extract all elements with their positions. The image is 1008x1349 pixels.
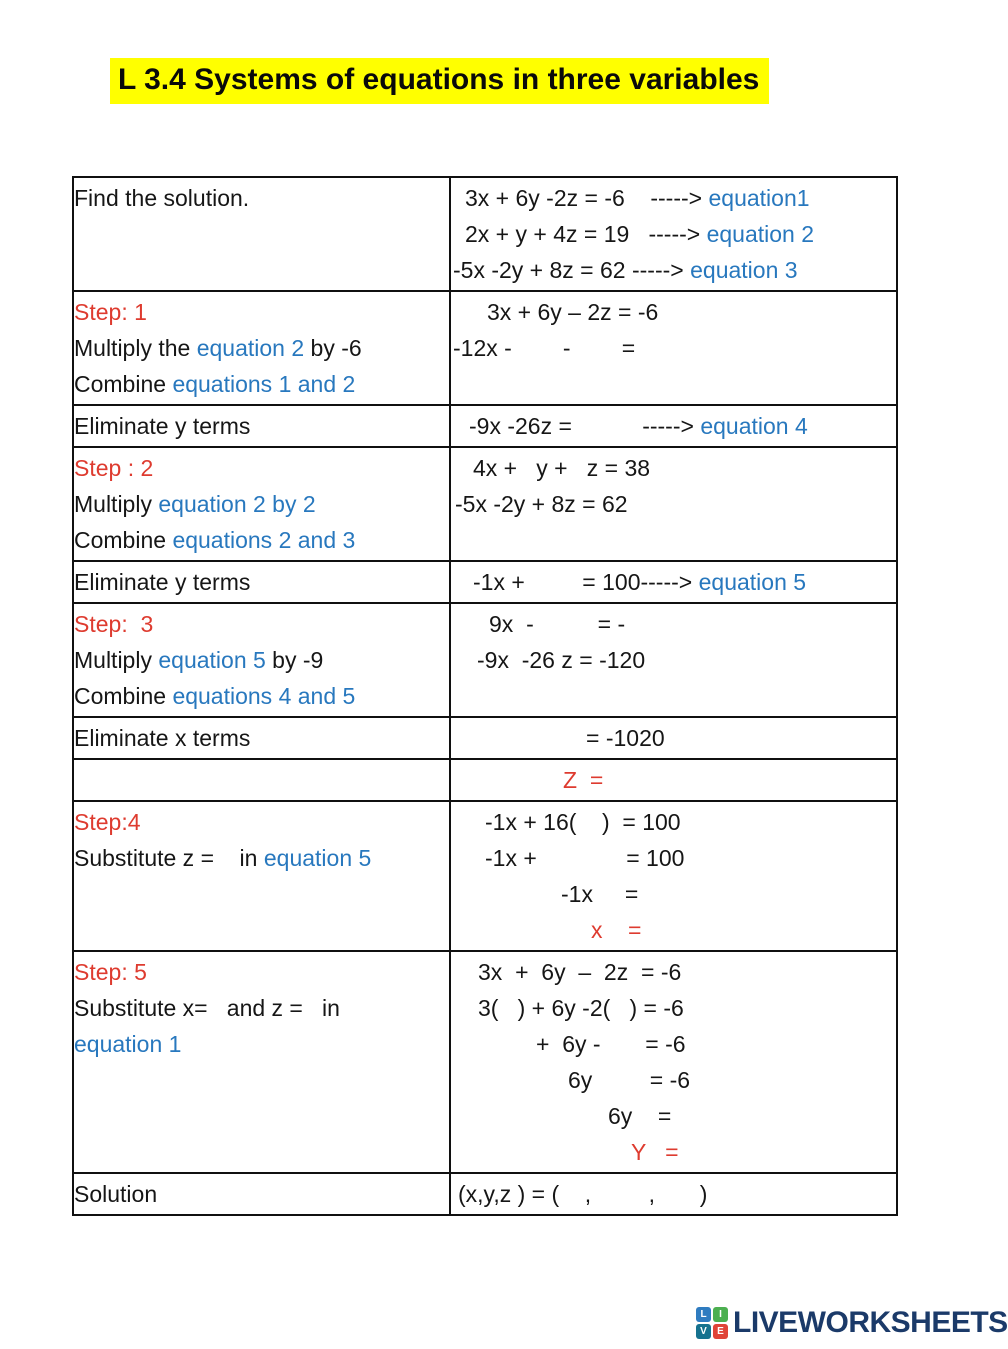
page-title-wrap	[110, 58, 1000, 104]
text-line	[451, 876, 892, 912]
text-segment: Eliminate y terms	[74, 569, 251, 595]
text-segment: 6y =	[608, 1103, 672, 1129]
right-cell	[450, 447, 897, 561]
text-line	[74, 954, 445, 990]
table-row-solution	[73, 1173, 897, 1215]
text-line	[74, 642, 445, 678]
brand-footer	[696, 1306, 1008, 1340]
liveworksheets-logo-icon	[696, 1307, 728, 1339]
text-line	[74, 450, 445, 486]
logo-tile-l: L	[696, 1307, 711, 1322]
left-cell	[73, 759, 450, 801]
text-segment: -9x -26z = ----->	[469, 413, 701, 439]
text-segment: -12x - - =	[453, 335, 636, 361]
logo-tile-v: V	[696, 1324, 711, 1339]
equation-reference: equation 5	[263, 845, 372, 871]
text-segment: Step : 2	[74, 455, 154, 481]
text-line	[451, 840, 892, 876]
text-line	[74, 564, 445, 600]
text-segment: 3x + 6y – 2z = -6	[478, 959, 682, 985]
text-line	[451, 642, 892, 678]
left-cell	[73, 561, 450, 603]
page-title: L 3.4 Systems of equations in three variables	[110, 58, 769, 104]
text-segment: -9x -26 z = -120	[477, 647, 646, 673]
text-line	[74, 804, 445, 840]
text-segment: Multiply the	[74, 335, 197, 361]
text-segment: 4x + y + z = 38	[473, 455, 651, 481]
text-segment: by -9	[265, 647, 324, 673]
text-segment: 3x + 6y -2z = -6 ----->	[465, 185, 709, 211]
text-segment: Combine	[74, 371, 173, 397]
text-line	[451, 990, 892, 1026]
table-row-eliminate-x-terms	[73, 717, 897, 759]
right-cell	[450, 801, 897, 951]
text-segment: Solution	[74, 1181, 158, 1207]
text-segment: 9x - = -	[489, 611, 626, 637]
left-cell	[73, 717, 450, 759]
text-line	[74, 366, 445, 402]
right-cell	[450, 603, 897, 717]
text-line	[74, 678, 445, 714]
text-line	[451, 1134, 892, 1170]
table-row-find-the-solution	[73, 177, 897, 291]
table-row-eliminate-y-terms-1	[73, 405, 897, 447]
text-line	[451, 564, 892, 600]
text-line	[451, 330, 892, 366]
text-segment: Find the solution.	[74, 185, 250, 211]
text-segment: + 6y - = -6	[536, 1031, 686, 1057]
text-segment: -1x + = 100----->	[473, 569, 699, 595]
right-cell	[450, 177, 897, 291]
text-line	[74, 1026, 445, 1062]
text-line	[451, 1098, 892, 1134]
table-row-step-1	[73, 291, 897, 405]
text-line	[74, 840, 445, 876]
text-segment: Combine	[74, 683, 173, 709]
text-segment: Step: 3	[74, 611, 154, 637]
text-line	[451, 912, 892, 948]
right-cell	[450, 717, 897, 759]
brand-name: LIVEWORKSHEETS	[733, 1306, 1008, 1339]
text-line	[451, 408, 892, 444]
right-cell	[450, 951, 897, 1173]
right-cell	[450, 759, 897, 801]
text-segment: Substitute x= and z = in	[74, 995, 340, 1021]
text-line	[451, 486, 892, 522]
right-cell	[450, 405, 897, 447]
text-segment: x =	[591, 917, 642, 943]
right-cell	[450, 291, 897, 405]
text-segment: by -6	[304, 335, 362, 361]
right-cell	[450, 561, 897, 603]
text-segment: Step: 5	[74, 959, 147, 985]
text-line	[451, 216, 892, 252]
table-row-step-5	[73, 951, 897, 1173]
text-line	[74, 1176, 445, 1212]
text-line	[74, 486, 445, 522]
text-segment: (x,y,z ) = ( , , )	[458, 1181, 708, 1207]
left-cell	[73, 177, 450, 291]
text-segment: 3( ) + 6y -2( ) = -6	[478, 995, 684, 1021]
right-cell	[450, 1173, 897, 1215]
logo-tile-i: I	[713, 1307, 728, 1322]
worksheet-table	[72, 176, 898, 1216]
text-line	[451, 1026, 892, 1062]
left-cell	[73, 447, 450, 561]
equation-reference: equation 5	[698, 569, 807, 595]
text-line	[74, 522, 445, 558]
text-segment: Combine	[74, 527, 173, 553]
text-segment: Y =	[631, 1139, 679, 1165]
text-line	[451, 180, 892, 216]
text-segment: Multiply	[74, 491, 159, 517]
text-segment: 6y = -6	[568, 1067, 691, 1093]
text-segment: 3x + 6y – 2z = -6	[487, 299, 659, 325]
equation-reference: equation1	[708, 185, 810, 211]
text-segment: Eliminate y terms	[74, 413, 251, 439]
text-line	[451, 1062, 892, 1098]
left-cell	[73, 603, 450, 717]
left-cell	[73, 291, 450, 405]
equation-reference: equation 2	[706, 221, 815, 247]
text-line	[451, 720, 892, 756]
table-row-z-result	[73, 759, 897, 801]
text-line	[451, 1176, 892, 1212]
equation-reference: equation 5	[158, 647, 266, 673]
text-line	[451, 252, 892, 288]
equation-reference: equations 1 and 2	[172, 371, 356, 397]
equation-reference: equation 2	[196, 335, 305, 361]
text-segment: -5x -2y + 8z = 62	[455, 491, 628, 517]
text-line	[74, 720, 445, 756]
text-line	[451, 954, 892, 990]
equation-reference: equations 2 and 3	[172, 527, 356, 553]
text-line	[74, 294, 445, 330]
text-segment: Z =	[563, 767, 604, 793]
equation-reference: equation 1	[74, 1031, 182, 1057]
equation-reference: equations 4 and 5	[172, 683, 356, 709]
text-line	[74, 180, 445, 216]
text-line	[74, 330, 445, 366]
text-segment: Step:4	[74, 809, 141, 835]
equation-reference: equation 2 by 2	[158, 491, 316, 517]
text-segment: -1x + = 100	[485, 845, 685, 871]
left-cell	[73, 405, 450, 447]
table-row-step-3	[73, 603, 897, 717]
table-row-step-4	[73, 801, 897, 951]
worksheet-table-body	[73, 177, 897, 1215]
equation-reference: equation 4	[700, 413, 808, 439]
text-segment: 2x + y + 4z = 19 ----->	[465, 221, 707, 247]
text-segment: -5x -2y + 8z = 62 ----->	[453, 257, 691, 283]
text-line	[74, 408, 445, 444]
text-line	[451, 804, 892, 840]
text-segment: Multiply	[74, 647, 159, 673]
table-row-step-2	[73, 447, 897, 561]
text-line	[451, 294, 892, 330]
equation-reference: equation 3	[690, 257, 798, 283]
text-segment: Eliminate x terms	[74, 725, 251, 751]
text-line	[451, 762, 892, 798]
text-line	[451, 450, 892, 486]
text-segment: -1x + 16( ) = 100	[485, 809, 681, 835]
text-line	[451, 606, 892, 642]
left-cell	[73, 951, 450, 1173]
text-line	[74, 606, 445, 642]
left-cell	[73, 801, 450, 951]
text-segment: Step: 1	[74, 299, 147, 325]
left-cell	[73, 1173, 450, 1215]
text-segment: Substitute z = in	[74, 845, 264, 871]
text-segment: = -1020	[586, 725, 665, 751]
text-line	[74, 990, 445, 1026]
logo-tile-e: E	[713, 1324, 728, 1339]
table-row-eliminate-y-terms-2	[73, 561, 897, 603]
text-segment: -1x =	[561, 881, 639, 907]
